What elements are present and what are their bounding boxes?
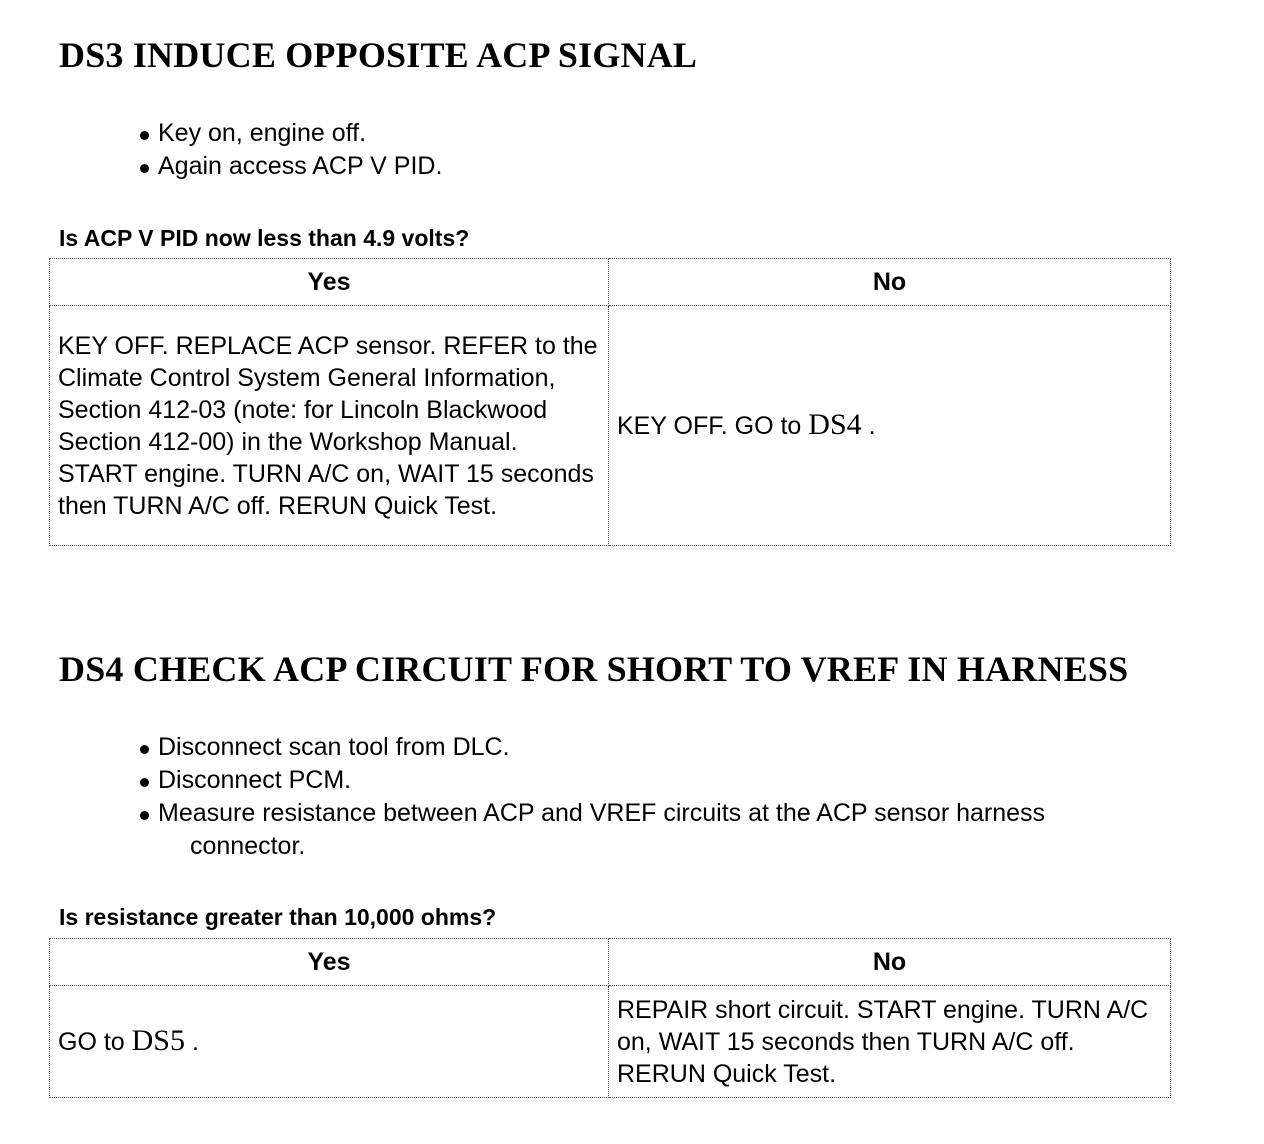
list-item bbox=[140, 150, 442, 183]
ds3-bullet-list bbox=[140, 117, 442, 183]
bullet-text: Measure resistance between ACP and VREF circuits at the ACP sensor harness bbox=[158, 799, 1046, 827]
no-header: No bbox=[609, 259, 1171, 306]
list-item bbox=[140, 764, 1045, 797]
yes-header: Yes bbox=[50, 259, 609, 306]
bullet-continuation: connector. bbox=[190, 832, 306, 860]
ds3-result-table bbox=[49, 258, 1171, 546]
bullet-icon bbox=[140, 131, 149, 140]
no-action-text: KEY OFF. GO to bbox=[617, 412, 802, 440]
list-item bbox=[140, 797, 1045, 863]
bullet-text: Again access ACP V PID. bbox=[158, 152, 443, 180]
bullet-text: Disconnect PCM. bbox=[158, 766, 352, 794]
ds3-question: Is ACP V PID now less than 4.9 volts? bbox=[59, 225, 470, 251]
table-header-row bbox=[50, 939, 1171, 986]
bullet-icon bbox=[140, 164, 149, 173]
yes-cell bbox=[50, 986, 609, 1098]
ds4-link[interactable]: DS4 bbox=[808, 408, 862, 441]
yes-action-suffix: . bbox=[191, 1028, 199, 1056]
no-action-suffix: . bbox=[868, 412, 876, 440]
ds4-question: Is resistance greater than 10,000 ohms? bbox=[59, 904, 497, 930]
table-row bbox=[50, 986, 1171, 1098]
ds4-bullet-list bbox=[140, 731, 1045, 863]
bullet-text: Disconnect scan tool from DLC. bbox=[158, 733, 510, 761]
no-cell: REPAIR short circuit. START engine. TURN A/C on, WAIT 15 seconds then TURN A/C off. RERUN Quick Test. bbox=[609, 986, 1171, 1098]
bullet-icon bbox=[140, 811, 149, 820]
bullet-icon bbox=[140, 778, 149, 787]
no-cell bbox=[609, 306, 1171, 546]
table-header-row bbox=[50, 259, 1171, 306]
ds4-title: DS4 CHECK ACP CIRCUIT FOR SHORT TO VREF IN HARNESS bbox=[59, 649, 1129, 689]
list-item bbox=[140, 731, 1045, 764]
ds3-title: DS3 INDUCE OPPOSITE ACP SIGNAL bbox=[59, 35, 698, 75]
bullet-text: Key on, engine off. bbox=[158, 119, 367, 147]
bullet-icon bbox=[140, 745, 149, 754]
yes-header: Yes bbox=[50, 939, 609, 986]
no-header: No bbox=[609, 939, 1171, 986]
yes-action-text: GO to bbox=[58, 1028, 125, 1056]
list-item bbox=[140, 117, 442, 150]
table-row bbox=[50, 306, 1171, 546]
ds5-link[interactable]: DS5 bbox=[131, 1024, 185, 1057]
yes-cell: KEY OFF. REPLACE ACP sensor. REFER to the Climate Control System General Information, Section 412-03 (note: for Lincoln Blackwood Section 412-00) in the Workshop Manual. START engine. TURN A/C on, WAIT 15 seconds then TURN A/C off. RERUN Quick Test. bbox=[50, 306, 609, 546]
ds4-result-table bbox=[49, 938, 1171, 1098]
